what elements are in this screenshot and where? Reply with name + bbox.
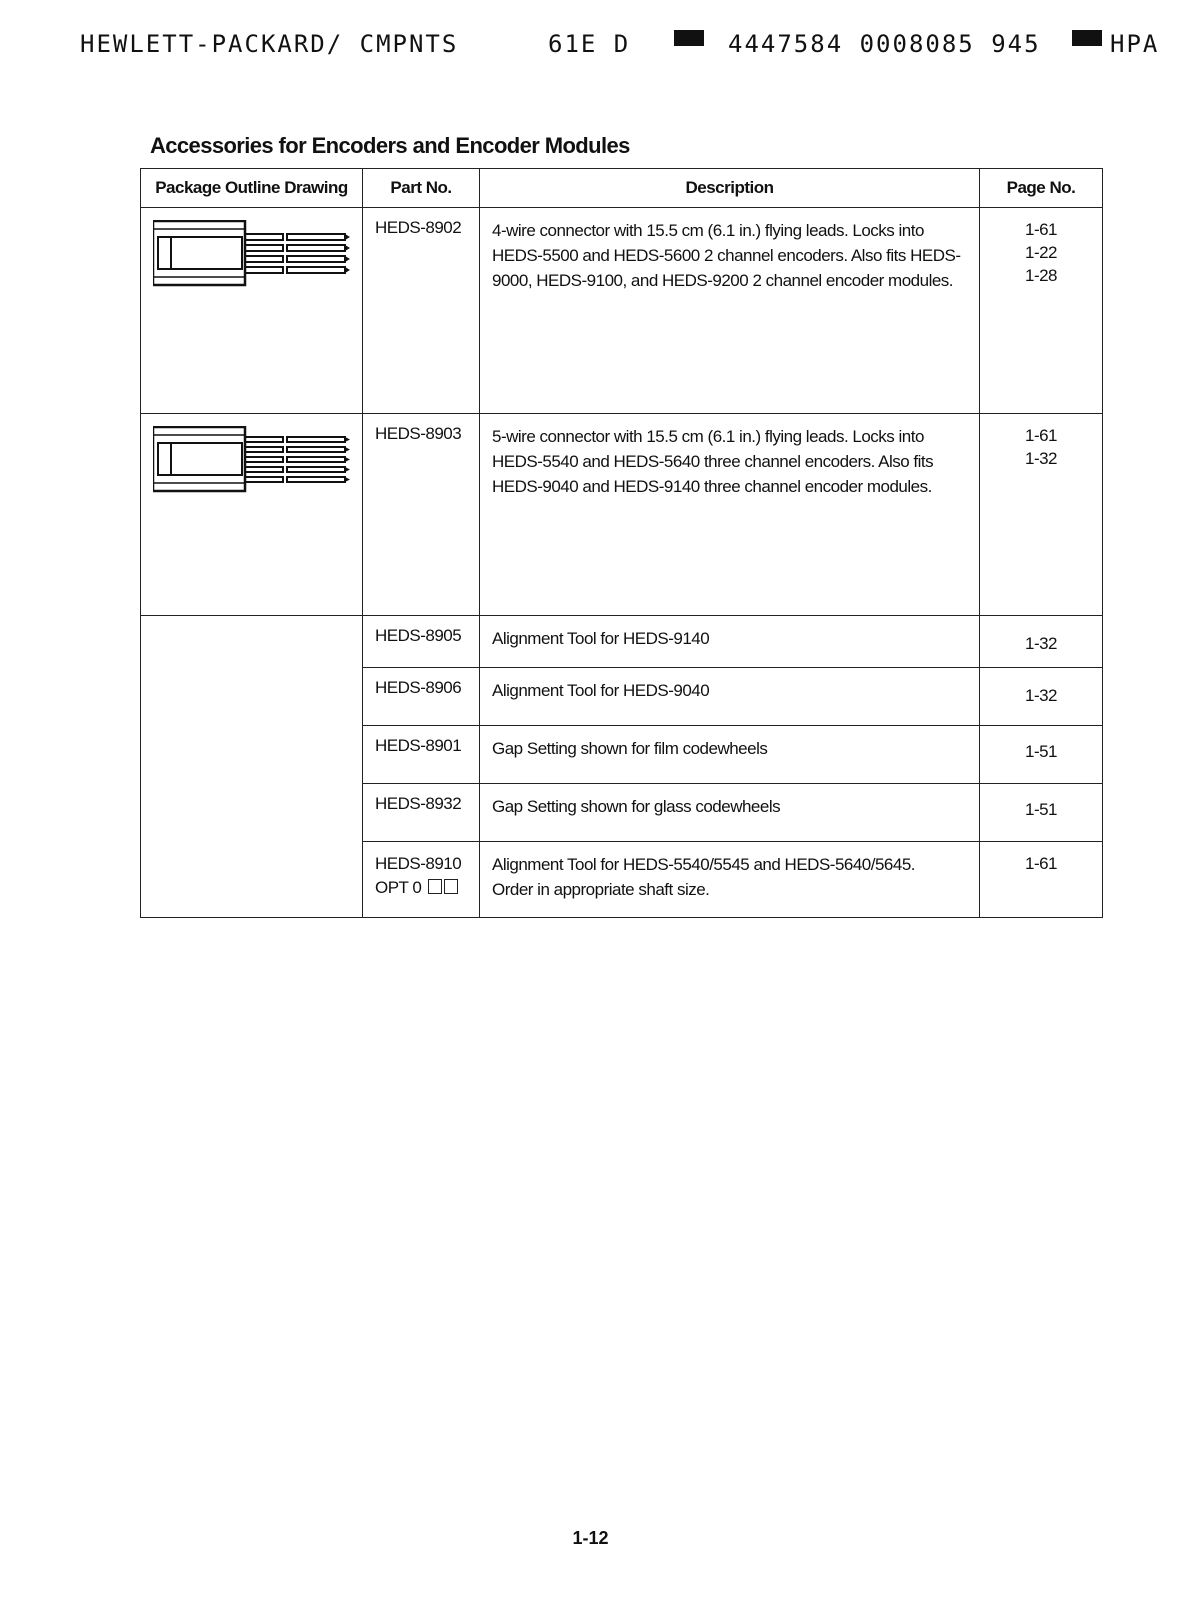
description: Gap Setting shown for film codewheels	[480, 726, 980, 784]
page-ref: 1-51	[980, 726, 1103, 784]
table-row	[141, 208, 1103, 414]
table-row	[141, 414, 1103, 616]
package-outline-drawing	[141, 414, 363, 616]
description: Alignment Tool for HEDS-9140	[480, 616, 980, 668]
header-company: HEWLETT-PACKARD/ CMPNTS	[80, 30, 459, 58]
description	[480, 842, 980, 918]
description: 4-wire connector with 15.5 cm (6.1 in.) flying leads. Locks into HEDS-5500 and HEDS-5600 2 channel encoders. Also fits HEDS-9000, HEDS-9100, and HEDS-9200 2 channel encoder modules.	[480, 208, 980, 414]
column-header-drawing: Package Outline Drawing	[141, 169, 363, 208]
header-code: 61E D	[548, 30, 631, 58]
page-ref: 1-32	[980, 668, 1103, 726]
part-number: HEDS-8901	[363, 726, 480, 784]
header-tail: HPA	[1110, 30, 1160, 58]
table-row	[141, 616, 1103, 668]
header-numbers: 4447584 0008085 945	[728, 30, 1041, 58]
section-title: Accessories for Encoders and Encoder Modules	[150, 133, 630, 158]
part-option-label: OPT 0	[375, 878, 422, 897]
page-ref: 1-61	[1024, 426, 1058, 445]
description: 5-wire connector with 15.5 cm (6.1 in.) flying leads. Locks into HEDS-5540 and HEDS-5640 three channel encoders. Also fits HEDS-9040 and HEDS-9140 three channel encoder modules.	[480, 414, 980, 616]
part-number	[363, 842, 480, 918]
connector-5-wire-drawing	[153, 426, 353, 496]
column-header-page: Page No.	[980, 169, 1103, 208]
page-number: 1-12	[572, 1528, 609, 1548]
page-ref: 1-61	[1024, 220, 1058, 239]
column-header-part: Part No.	[363, 169, 480, 208]
description-line: Alignment Tool for HEDS-5540/5545 and HEDS-5640/5645.	[492, 855, 916, 874]
page-numbers	[980, 208, 1103, 414]
part-number-main: HEDS-8910	[375, 854, 462, 873]
page-numbers	[980, 414, 1103, 616]
accessories-table	[140, 168, 1103, 918]
part-number: HEDS-8903	[363, 414, 480, 616]
part-number: HEDS-8932	[363, 784, 480, 842]
table-header-row	[141, 169, 1103, 208]
page-ref: 1-32	[980, 616, 1103, 668]
page-ref: 1-61	[980, 842, 1103, 918]
description-line: Order in appropriate shaft size.	[492, 880, 710, 899]
page-ref: 1-28	[1024, 266, 1058, 285]
part-option	[375, 876, 479, 900]
part-number: HEDS-8906	[363, 668, 480, 726]
page-ref: 1-32	[1024, 449, 1058, 468]
page-ref: 1-22	[1024, 243, 1058, 262]
description: Gap Setting shown for glass codewheels	[480, 784, 980, 842]
page-ref: 1-51	[980, 784, 1103, 842]
option-box-icon	[428, 879, 442, 894]
column-header-description: Description	[480, 169, 980, 208]
part-number: HEDS-8905	[363, 616, 480, 668]
part-number: HEDS-8902	[363, 208, 480, 414]
connector-4-wire-drawing	[153, 220, 353, 290]
option-box-icon	[444, 879, 458, 894]
empty-drawing-cell	[141, 616, 363, 918]
description: Alignment Tool for HEDS-9040	[480, 668, 980, 726]
package-outline-drawing	[141, 208, 363, 414]
document-header	[80, 30, 1181, 66]
